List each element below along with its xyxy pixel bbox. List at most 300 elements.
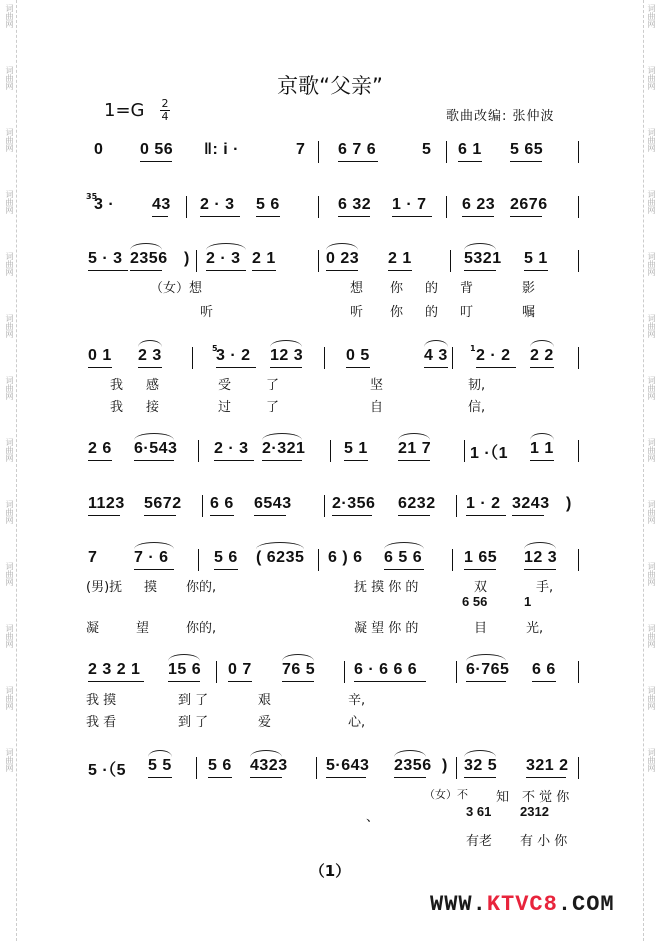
slur	[282, 654, 314, 661]
note-group: 6 ) 6	[328, 549, 363, 566]
note-group: 0 5	[346, 347, 370, 364]
lyric: 你的,	[186, 621, 217, 636]
beam-line	[346, 367, 370, 368]
note-group: 6 23	[462, 196, 496, 213]
grace-note: 1	[470, 344, 476, 353]
beam-line	[424, 367, 448, 368]
note-group: 2 3 2 1	[88, 661, 141, 678]
lyric: 过	[218, 400, 232, 415]
score-row-2	[86, 196, 586, 220]
alt-note: 6 56	[462, 594, 488, 609]
beam-line	[88, 515, 120, 516]
beam-line	[168, 681, 200, 682]
note-group: 2 · 3	[200, 196, 235, 213]
lyric: 的	[425, 281, 439, 296]
watermark-text: 词曲网	[647, 624, 656, 648]
lyric: 我 看	[86, 715, 117, 730]
note-group: 21 7	[398, 440, 432, 457]
lyric: 凝 望 你 的	[354, 621, 419, 636]
note-group: 12 3	[270, 347, 304, 364]
watermark-text: 词曲网	[647, 128, 656, 152]
note-group: 6·765	[466, 661, 510, 678]
score-row-6	[86, 495, 586, 519]
beam-line	[88, 367, 112, 368]
bar-line	[456, 661, 457, 683]
lyric: 目	[474, 621, 488, 636]
bar-line	[578, 141, 579, 163]
beam-line	[392, 216, 432, 217]
slur	[384, 542, 424, 549]
watermark-text: 词曲网	[647, 562, 656, 586]
note-group: 6·543	[134, 440, 178, 457]
note-group: 6 32	[338, 196, 372, 213]
slur	[394, 750, 426, 757]
beam-line	[140, 161, 172, 162]
watermark-text: 词曲网	[647, 4, 656, 28]
beam-line	[270, 367, 302, 368]
beam-line	[510, 161, 542, 162]
beam-line	[326, 777, 366, 778]
score-row-5	[86, 440, 586, 464]
bar-line	[198, 549, 199, 571]
note-group: 15 6	[168, 661, 202, 678]
lyric: 抚 摸 你 的	[354, 580, 419, 595]
watermark-text: 词曲网	[647, 686, 656, 710]
note-group: 2 2	[530, 347, 554, 364]
song-title: 京歌“父亲”	[277, 74, 383, 98]
bar-line	[186, 196, 187, 218]
slur	[530, 340, 554, 347]
lyric: 受	[218, 378, 232, 393]
slur	[530, 433, 554, 440]
bar-line	[578, 661, 579, 683]
score-row-4	[86, 347, 586, 371]
note-group: 7	[296, 141, 306, 158]
note-group: 0 7	[228, 661, 252, 678]
note-group: 7 · 6	[134, 549, 169, 566]
beam-line	[256, 216, 280, 217]
note-group: 5321	[464, 250, 502, 267]
note-group: 6543	[254, 495, 292, 512]
slur	[256, 542, 304, 549]
bar-line	[578, 549, 579, 571]
lyrics-row4-a	[110, 374, 510, 393]
beam-line	[530, 460, 554, 461]
note-group: 76 5	[282, 661, 316, 678]
beam-line	[148, 777, 172, 778]
note-group: 5 6	[256, 196, 280, 213]
lyric: 手,	[536, 580, 554, 595]
watermark-text: 词曲网	[5, 500, 14, 524]
slur	[270, 340, 302, 347]
beam-line	[282, 681, 314, 682]
note-group: 5 6	[214, 549, 238, 566]
lyric: 有 小 你	[520, 834, 568, 849]
lyrics-row4-b	[110, 396, 510, 415]
note-group: 5672	[144, 495, 182, 512]
beam-line	[398, 460, 430, 461]
lyric-mark: 、	[366, 810, 380, 825]
score-row-9	[86, 757, 586, 781]
lyric: 摸	[144, 580, 158, 595]
bar-line	[330, 440, 331, 462]
beam-line	[254, 515, 286, 516]
slur	[424, 340, 448, 347]
beam-line	[458, 161, 482, 162]
note-group: 0 23	[326, 250, 360, 267]
bar-line	[318, 549, 319, 571]
note-group: 12 3	[524, 549, 558, 566]
time-top: 2	[161, 97, 169, 110]
note-group: 5 1	[344, 440, 368, 457]
beam-line	[510, 216, 542, 217]
bar-line	[198, 440, 199, 462]
note-group: 5 · 3	[88, 250, 123, 267]
lyric: 凝	[86, 621, 100, 636]
beam-line	[388, 270, 412, 271]
beam-line	[88, 681, 144, 682]
note-group: 5 ·（5	[88, 762, 127, 779]
slur	[138, 340, 162, 347]
lyrics-row8-b	[86, 711, 386, 730]
beam-line	[332, 515, 372, 516]
beam-line	[250, 777, 282, 778]
note-group: 2 · 3	[206, 250, 241, 267]
note-group: 5 1	[524, 250, 548, 267]
slur	[326, 243, 358, 250]
bar-line	[456, 757, 457, 779]
note-group: )	[442, 757, 448, 774]
arranger-credit: 歌曲改编: 张仲波	[446, 109, 555, 124]
note-group: 5 5	[148, 757, 172, 774]
bar-line	[196, 250, 197, 272]
beam-line	[532, 681, 556, 682]
beam-line	[466, 681, 506, 682]
grace-note: 35	[86, 192, 98, 201]
note-group: 3 ·	[94, 196, 115, 213]
beam-line	[210, 515, 234, 516]
beam-line	[228, 681, 252, 682]
beam-line	[344, 460, 368, 461]
lyric: 了	[266, 378, 280, 393]
beam-line	[464, 270, 496, 271]
bar-line	[318, 141, 319, 163]
beam-line	[464, 569, 496, 570]
lyric: 到 了	[178, 715, 209, 730]
lyric: 坚	[370, 378, 384, 393]
lyric: 你的,	[186, 580, 217, 595]
note-group: 6 6	[532, 661, 556, 678]
slur	[206, 243, 246, 250]
beam-line	[384, 569, 424, 570]
watermark-text: 词曲网	[5, 748, 14, 772]
lyric: 的	[425, 305, 439, 320]
beam-line	[466, 515, 506, 516]
watermark-text: 词曲网	[5, 4, 14, 28]
note-group: 6232	[398, 495, 436, 512]
note-group: 1 · 7	[392, 196, 427, 213]
lyrics-row9-b	[466, 830, 586, 849]
bar-line	[578, 440, 579, 462]
note-group: 32 5	[464, 757, 498, 774]
lyric: （女）不	[424, 788, 468, 801]
bar-line	[316, 757, 317, 779]
note-group: )	[566, 495, 572, 512]
beam-line	[462, 216, 494, 217]
lyrics-row3-b	[150, 301, 570, 320]
watermark-text: 词曲网	[5, 252, 14, 276]
note-group: 0 1	[88, 347, 112, 364]
key-signature: 1=G	[104, 100, 145, 121]
beam-line	[144, 515, 176, 516]
note-group: 1123	[88, 495, 125, 512]
beam-line	[200, 216, 240, 217]
slur	[250, 750, 282, 757]
lyric: 韧,	[468, 378, 486, 393]
beam-line	[214, 569, 238, 570]
beam-line	[476, 367, 516, 368]
beam-line	[524, 270, 548, 271]
bar-line	[450, 250, 451, 272]
note-group: 6 1	[458, 141, 482, 158]
slur	[130, 243, 162, 250]
bar-line	[344, 661, 345, 683]
watermark-text: 词曲网	[647, 66, 656, 90]
note-group: 2 · 3	[214, 440, 249, 457]
slur	[134, 542, 174, 549]
bar-line	[452, 549, 453, 571]
lyrics-row9-a	[424, 786, 594, 805]
lyric: 知	[496, 790, 510, 805]
note-group: 0 56	[140, 141, 174, 158]
note-group: 0	[94, 141, 104, 158]
note-group: 6 6	[210, 495, 234, 512]
slur	[466, 654, 506, 661]
beam-line	[464, 777, 496, 778]
note-group: 2356	[394, 757, 432, 774]
note-group: 4323	[250, 757, 288, 774]
note-group: 5	[422, 141, 432, 158]
watermark-text: 词曲网	[5, 314, 14, 338]
lyric: 望	[136, 621, 150, 636]
note-group: 1 ·（1	[470, 445, 509, 462]
lyric: 影	[522, 281, 536, 296]
beam-line	[130, 270, 162, 271]
note-group: 1 65	[464, 549, 498, 566]
note-group: 5 6	[208, 757, 232, 774]
beam-line	[134, 569, 174, 570]
bar-line	[578, 347, 579, 369]
note-group: 4 3	[424, 347, 448, 364]
lyric: 有老	[466, 834, 493, 849]
site-logo	[430, 892, 615, 917]
beam-line	[338, 216, 370, 217]
lyric: 辛,	[348, 693, 366, 708]
note-group: 2676	[510, 196, 548, 213]
lyric: 自	[370, 400, 384, 415]
watermark-text: 词曲网	[5, 686, 14, 710]
lyric: (男)抚	[86, 580, 123, 595]
slur	[524, 542, 556, 549]
score-row-8	[86, 661, 586, 685]
bar-line	[202, 495, 203, 517]
lyric: 叮	[460, 305, 474, 320]
note-group: 5·643	[326, 757, 370, 774]
beam-line	[152, 216, 168, 217]
lyric: 双	[474, 580, 488, 595]
note-group: 2 1	[388, 250, 412, 267]
beam-line	[512, 515, 544, 516]
slur	[464, 750, 496, 757]
slur	[464, 243, 496, 250]
beam-line	[354, 681, 426, 682]
beam-line	[524, 569, 556, 570]
bar-line	[318, 250, 319, 272]
site-name: KTVC8	[486, 892, 558, 917]
beam-line	[208, 777, 232, 778]
beam-line	[252, 270, 276, 271]
bar-line	[192, 347, 193, 369]
lyric: 我	[110, 400, 124, 415]
note-group: 2·356	[332, 495, 376, 512]
beam-line	[206, 270, 246, 271]
lyric: 我	[110, 378, 124, 393]
note-group: 321 2	[526, 757, 569, 774]
note-group: 1 · 2	[466, 495, 501, 512]
beam-line	[214, 460, 254, 461]
site-suffix: .COM	[557, 892, 615, 917]
lyric: 听	[350, 305, 364, 320]
beam-line	[88, 270, 128, 271]
bar-line	[446, 141, 447, 163]
bar-line	[464, 440, 465, 462]
beam-line	[394, 777, 426, 778]
watermark-text: 词曲网	[5, 624, 14, 648]
alt-note: 2312	[520, 804, 549, 819]
watermark-text: 词曲网	[647, 748, 656, 772]
lyric: 光,	[526, 621, 544, 636]
score-row-1	[86, 141, 586, 165]
note-group: 2 1	[252, 250, 276, 267]
watermark-text: 词曲网	[647, 314, 656, 338]
lyric: 想	[350, 281, 364, 296]
left-margin-watermark	[2, 0, 17, 941]
lyrics-row8-a	[86, 689, 386, 708]
note-group: 2·321	[262, 440, 306, 457]
watermark-text: 词曲网	[5, 562, 14, 586]
bar-line	[452, 347, 453, 369]
bar-line	[456, 495, 457, 517]
lyric: 我 摸	[86, 693, 117, 708]
note-group: )	[184, 250, 190, 267]
note-group: 3243	[512, 495, 550, 512]
note-group: 6 7 6	[338, 141, 377, 158]
note-group: 7	[88, 549, 98, 566]
lyric: 感	[146, 378, 160, 393]
beam-line	[398, 515, 430, 516]
lyric: 爱	[258, 715, 272, 730]
beam-line	[530, 367, 554, 368]
note-group: 1 1	[530, 440, 554, 457]
slur	[398, 433, 430, 440]
watermark-text: 词曲网	[647, 438, 656, 462]
bar-line	[578, 250, 579, 272]
lyric: 背	[460, 281, 474, 296]
note-group: 2 · 2	[476, 347, 511, 364]
lyrics-row7-b	[86, 617, 576, 636]
lyric: 不 觉 你	[522, 790, 570, 805]
beam-line	[326, 270, 358, 271]
slur	[134, 433, 174, 440]
watermark-text: 词曲网	[5, 438, 14, 462]
slur	[262, 433, 302, 440]
lyric: 了	[266, 400, 280, 415]
lyric: 接	[146, 400, 160, 415]
score-row-3	[86, 250, 586, 274]
lyric: 你	[390, 305, 404, 320]
bar-line	[196, 757, 197, 779]
lyrics-row7-a	[86, 576, 576, 595]
note-group: 2 3	[138, 347, 162, 364]
right-margin-watermark	[643, 0, 658, 941]
score-row-7	[86, 549, 586, 573]
bar-line	[446, 196, 447, 218]
site-prefix: WWW.	[430, 892, 487, 917]
grace-note: 5	[212, 344, 218, 353]
note-group: 5 65	[510, 141, 544, 158]
lyric: （女）想	[150, 281, 203, 296]
note-group: 6 5 6	[384, 549, 423, 566]
note-group: 2356	[130, 250, 168, 267]
bar-line	[216, 661, 217, 683]
watermark-text: 词曲网	[5, 128, 14, 152]
lyric: 嘱	[522, 305, 536, 320]
bar-line	[318, 196, 319, 218]
beam-line	[138, 367, 162, 368]
lyric: 你	[390, 281, 404, 296]
bar-line	[324, 495, 325, 517]
bar-line	[578, 196, 579, 218]
time-bottom: 4	[161, 110, 169, 123]
watermark-text: 词曲网	[5, 376, 14, 400]
watermark-text: 词曲网	[647, 190, 656, 214]
note-group: ‖: i ·	[204, 141, 239, 158]
note-group: 2 6	[88, 440, 112, 457]
lyric: 信,	[468, 400, 486, 415]
beam-line	[262, 460, 302, 461]
note-group: 3 · 2	[216, 347, 251, 364]
slur	[148, 750, 172, 757]
beam-line	[134, 460, 174, 461]
alt-notes-row7	[462, 594, 562, 610]
watermark-text: 词曲网	[5, 190, 14, 214]
note-group: 6 · 6 6 6	[354, 661, 418, 678]
lyric: 心,	[348, 715, 366, 730]
alt-note: 3 61	[466, 804, 492, 819]
time-signature	[160, 98, 170, 123]
watermark-text: 词曲网	[647, 376, 656, 400]
lyric: 听	[200, 305, 214, 320]
beam-line	[338, 161, 378, 162]
lyric: 到 了	[178, 693, 209, 708]
alt-note: 1	[524, 594, 532, 609]
beam-line	[526, 777, 566, 778]
note-group: ( 6235	[256, 549, 305, 566]
note-group: 43	[152, 196, 171, 213]
watermark-text: 词曲网	[647, 500, 656, 524]
bar-line	[324, 347, 325, 369]
lyrics-row3-a	[150, 277, 570, 296]
